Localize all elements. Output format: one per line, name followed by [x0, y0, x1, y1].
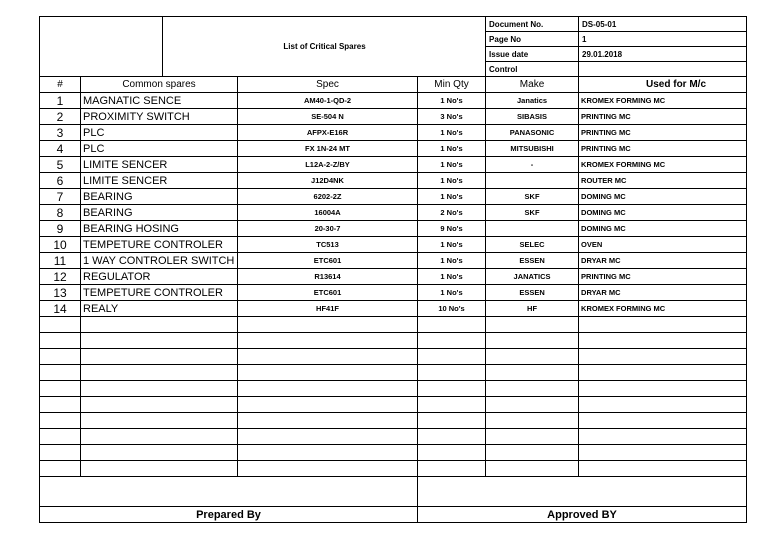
row-number: 13	[40, 285, 81, 301]
empty-cell	[418, 461, 486, 477]
empty-cell	[579, 365, 747, 381]
empty-cell	[486, 461, 579, 477]
empty-cell	[40, 349, 81, 365]
table-row	[40, 237, 747, 253]
spare-min-qty: 2 No's	[418, 205, 486, 221]
doc-info-label: Issue date	[486, 47, 579, 62]
spare-name: LIMITE SENCER	[81, 157, 238, 173]
spare-min-qty: 1 No's	[418, 285, 486, 301]
spare-used-for: PRINTING MC	[579, 109, 747, 125]
spare-name: BEARING	[81, 189, 238, 205]
empty-cell	[486, 381, 579, 397]
header-row-1	[40, 17, 747, 32]
spare-spec: FX 1N-24 MT	[238, 141, 418, 157]
spare-min-qty: 1 No's	[418, 157, 486, 173]
spare-min-qty: 1 No's	[418, 237, 486, 253]
empty-cell	[418, 445, 486, 461]
spare-used-for: DOMING MC	[579, 205, 747, 221]
spare-name: REALY	[81, 301, 238, 317]
empty-row	[40, 445, 747, 461]
row-number: 7	[40, 189, 81, 205]
spare-used-for: PRINTING MC	[579, 125, 747, 141]
table-row	[40, 301, 747, 317]
spare-make: PANASONIC	[486, 125, 579, 141]
spare-used-for: KROMEX FORMING MC	[579, 157, 747, 173]
spare-make: ESSEN	[486, 285, 579, 301]
spare-name: 1 WAY CONTROLER SWITCH	[81, 253, 238, 269]
empty-cell	[579, 429, 747, 445]
spare-spec: 6202-2Z	[238, 189, 418, 205]
spare-make: HF	[486, 301, 579, 317]
empty-cell	[81, 317, 238, 333]
spare-make: ESSEN	[486, 253, 579, 269]
empty-cell	[40, 333, 81, 349]
empty-cell	[579, 445, 747, 461]
empty-cell	[238, 349, 418, 365]
spare-used-for: DRYAR MC	[579, 253, 747, 269]
empty-cell	[81, 429, 238, 445]
empty-cell	[81, 397, 238, 413]
spare-min-qty: 3 No's	[418, 109, 486, 125]
empty-cell	[40, 461, 81, 477]
spare-name: PROXIMITY SWITCH	[81, 109, 238, 125]
table-row	[40, 253, 747, 269]
col-header-num: #	[40, 77, 81, 93]
empty-cell	[40, 397, 81, 413]
empty-cell	[418, 429, 486, 445]
empty-cell	[40, 413, 81, 429]
spare-min-qty: 1 No's	[418, 141, 486, 157]
empty-cell	[579, 333, 747, 349]
empty-cell	[486, 445, 579, 461]
empty-cell	[238, 381, 418, 397]
empty-cell	[238, 461, 418, 477]
empty-cell	[486, 333, 579, 349]
empty-cell	[238, 365, 418, 381]
spare-name: LIMITE SENCER	[81, 173, 238, 189]
approved-signature-space	[418, 477, 747, 507]
empty-row	[40, 429, 747, 445]
spares-table	[39, 16, 747, 523]
spare-make: JANATICS	[486, 269, 579, 285]
empty-cell	[579, 413, 747, 429]
spare-make: MITSUBISHI	[486, 141, 579, 157]
signature-label-row	[40, 507, 747, 523]
empty-cell	[418, 397, 486, 413]
spare-min-qty: 9 No's	[418, 221, 486, 237]
row-number: 9	[40, 221, 81, 237]
spare-min-qty: 1 No's	[418, 173, 486, 189]
spare-name: TEMPETURE CONTROLER	[81, 237, 238, 253]
table-row	[40, 141, 747, 157]
spare-make: SIBASIS	[486, 109, 579, 125]
approved-by-label: Approved BY	[418, 507, 747, 523]
prepared-signature-space	[40, 477, 418, 507]
spare-name: TEMPETURE CONTROLER	[81, 285, 238, 301]
row-number: 4	[40, 141, 81, 157]
empty-cell	[81, 365, 238, 381]
row-number: 8	[40, 205, 81, 221]
spare-name: MAGNATIC SENCE	[81, 93, 238, 109]
spare-spec: ETC601	[238, 285, 418, 301]
empty-cell	[418, 365, 486, 381]
spare-used-for: PRINTING MC	[579, 269, 747, 285]
spare-min-qty: 10 No's	[418, 301, 486, 317]
empty-cell	[418, 413, 486, 429]
spare-make: SKF	[486, 205, 579, 221]
table-row	[40, 269, 747, 285]
empty-cell	[418, 333, 486, 349]
col-header-spec: Spec	[238, 77, 418, 93]
empty-cell	[40, 429, 81, 445]
spare-used-for: KROMEX FORMING MC	[579, 301, 747, 317]
spare-spec: 16004A	[238, 205, 418, 221]
empty-cell	[486, 317, 579, 333]
empty-cell	[579, 381, 747, 397]
table-row	[40, 93, 747, 109]
spare-make: Janatics	[486, 93, 579, 109]
spare-used-for: PRINTING MC	[579, 141, 747, 157]
empty-cell	[40, 317, 81, 333]
row-number: 12	[40, 269, 81, 285]
empty-cell	[579, 317, 747, 333]
doc-info-value: 29.01.2018	[579, 47, 747, 62]
spare-used-for: DRYAR MC	[579, 285, 747, 301]
spare-make	[486, 221, 579, 237]
spare-min-qty: 1 No's	[418, 189, 486, 205]
empty-cell	[40, 381, 81, 397]
spare-spec: HF41F	[238, 301, 418, 317]
spare-used-for: KROMEX FORMING MC	[579, 93, 747, 109]
table-row	[40, 157, 747, 173]
signature-space-row	[40, 477, 747, 507]
empty-row	[40, 333, 747, 349]
spare-spec: 20-30-7	[238, 221, 418, 237]
empty-row	[40, 365, 747, 381]
empty-row	[40, 349, 747, 365]
spare-used-for: DOMING MC	[579, 221, 747, 237]
spare-make: SKF	[486, 189, 579, 205]
empty-row	[40, 381, 747, 397]
empty-cell	[579, 349, 747, 365]
empty-cell	[486, 429, 579, 445]
col-header-make: Make	[486, 77, 579, 93]
empty-cell	[40, 365, 81, 381]
doc-info-value	[579, 62, 747, 77]
doc-info-label: Page No	[486, 32, 579, 47]
spare-name: REGULATOR	[81, 269, 238, 285]
spare-spec: TC513	[238, 237, 418, 253]
table-row	[40, 173, 747, 189]
row-number: 3	[40, 125, 81, 141]
spare-make: -	[486, 157, 579, 173]
empty-cell	[40, 445, 81, 461]
spare-min-qty: 1 No's	[418, 125, 486, 141]
table-row	[40, 221, 747, 237]
spare-spec: L12A-2-Z/BY	[238, 157, 418, 173]
column-header-row	[40, 77, 747, 93]
spare-spec: J12D4NK	[238, 173, 418, 189]
spare-name: BEARING HOSING	[81, 221, 238, 237]
empty-cell	[486, 349, 579, 365]
spare-used-for: ROUTER MC	[579, 173, 747, 189]
empty-cell	[486, 397, 579, 413]
spare-name: BEARING	[81, 205, 238, 221]
empty-cell	[81, 381, 238, 397]
row-number: 14	[40, 301, 81, 317]
spare-min-qty: 1 No's	[418, 93, 486, 109]
empty-cell	[81, 349, 238, 365]
table-row	[40, 189, 747, 205]
empty-cell	[81, 445, 238, 461]
row-number: 6	[40, 173, 81, 189]
row-number: 10	[40, 237, 81, 253]
empty-row	[40, 317, 747, 333]
spare-min-qty: 1 No's	[418, 269, 486, 285]
empty-row	[40, 397, 747, 413]
spare-name: PLC	[81, 141, 238, 157]
table-row	[40, 205, 747, 221]
table-row	[40, 285, 747, 301]
spare-name: PLC	[81, 125, 238, 141]
col-header-used: Used for M/c	[579, 77, 747, 93]
empty-cell	[238, 397, 418, 413]
doc-info-label: Control	[486, 62, 579, 77]
empty-row	[40, 413, 747, 429]
doc-info-label: Document No.	[486, 17, 579, 32]
col-header-qty: Min Qty	[418, 77, 486, 93]
spare-used-for: OVEN	[579, 237, 747, 253]
spare-spec: AFPX-E16R	[238, 125, 418, 141]
empty-cell	[418, 381, 486, 397]
empty-cell	[418, 349, 486, 365]
empty-row	[40, 461, 747, 477]
row-number: 1	[40, 93, 81, 109]
logo-area	[40, 17, 163, 77]
empty-cell	[418, 317, 486, 333]
empty-cell	[81, 461, 238, 477]
spare-make	[486, 173, 579, 189]
spare-make: SELEC	[486, 237, 579, 253]
doc-info-value: DS-05-01	[579, 17, 747, 32]
empty-cell	[81, 413, 238, 429]
row-number: 11	[40, 253, 81, 269]
table-row	[40, 109, 747, 125]
table-row	[40, 125, 747, 141]
empty-cell	[238, 429, 418, 445]
empty-cell	[238, 445, 418, 461]
empty-cell	[579, 397, 747, 413]
prepared-by-label: Prepared By	[40, 507, 418, 523]
row-number: 2	[40, 109, 81, 125]
critical-spares-sheet	[39, 16, 746, 523]
spare-spec: SE-504 N	[238, 109, 418, 125]
empty-cell	[486, 413, 579, 429]
row-number: 5	[40, 157, 81, 173]
empty-cell	[486, 365, 579, 381]
col-header-name: Common spares	[81, 77, 238, 93]
doc-info-value: 1	[579, 32, 747, 47]
empty-cell	[579, 461, 747, 477]
empty-cell	[81, 333, 238, 349]
spare-spec: R13614	[238, 269, 418, 285]
spare-min-qty: 1 No's	[418, 253, 486, 269]
spare-used-for: DOMING MC	[579, 189, 747, 205]
document-title: List of Critical Spares	[163, 17, 486, 77]
spare-spec: AM40-1-QD-2	[238, 93, 418, 109]
empty-cell	[238, 317, 418, 333]
spare-spec: ETC601	[238, 253, 418, 269]
empty-cell	[238, 333, 418, 349]
empty-cell	[238, 413, 418, 429]
